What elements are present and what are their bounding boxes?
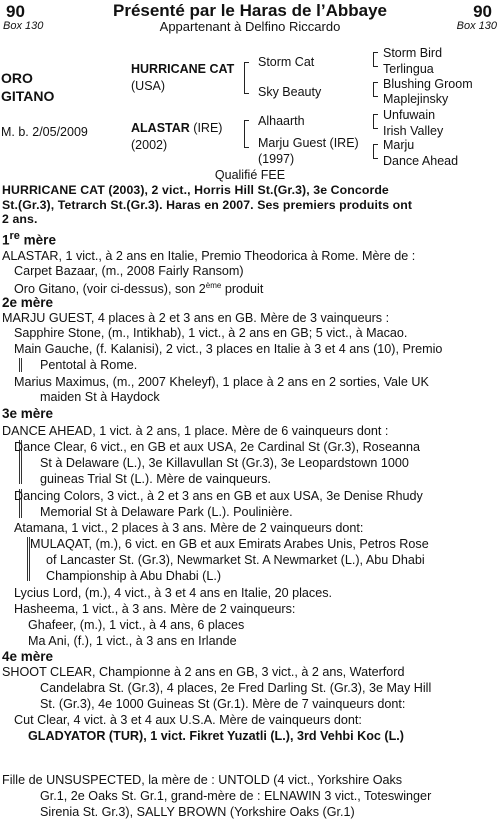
- dam-origin: (IRE): [193, 121, 223, 135]
- text-l13: guineas Trial St (L.). Mère de vainqueurs.: [40, 472, 271, 486]
- text-l9: maiden St à Haydock: [40, 390, 160, 404]
- dam-dam: Marju Guest (IRE): [258, 136, 359, 150]
- text-l28: GLADYATOR (TUR), 1 vict. Fikret Yuzatli (L.), 3rd Vehbi Koc (L.): [28, 729, 404, 743]
- sire-sire: Storm Cat: [258, 55, 315, 69]
- sire-summary-line3: 2 ans.: [2, 212, 38, 227]
- text-l10: DANCE AHEAD, 1 vict. à 2 ans, 1 place. Mère de 6 vainqueurs dont :: [2, 424, 389, 438]
- sire-name: HURRICANE CAT: [131, 62, 235, 76]
- text-l27: Cut Clear, 4 vict. à 3 et 4 aux U.S.A. Mère de vainqueurs dont:: [14, 713, 362, 727]
- text-l4: MARJU GUEST, 4 places à 2 et 3 ans en GB. Mère de 3 vainqueurs :: [2, 311, 390, 325]
- text-l6: Main Gauche, (f. Kalanisi), 2 vict., 3 places en Italie à 3 et 4 ans (10), Premio: [14, 342, 443, 356]
- text-l25: Candelabra St. (Gr.3), 4 places, 2e Fred Darling St. (Gr.3), 3e May Hill: [40, 681, 432, 695]
- horse-name: [1, 69, 54, 105]
- text-l26: St. (Gr.3), 4e 1000 Guineas St (Gr.1). Mère de 7 vainqueurs dont:: [40, 697, 406, 711]
- text-l19: Championship à Abu Dhabi (L.): [46, 569, 222, 583]
- text-l29: Fille de UNSUSPECTED, la mère de : UNTOLD (4 vict., Yorkshire Oaks: [2, 773, 403, 787]
- page-title: Présenté par le Haras de l’Abbaye: [112, 1, 388, 20]
- dam-name: ALASTAR: [131, 121, 190, 135]
- sire-summary-line1: HURRICANE CAT (2003), 2 vict., Horris Hill St.(Gr.3), 3e Concorde: [2, 183, 389, 197]
- first-dam-word: mère: [19, 232, 56, 248]
- text-l20: Lycius Lord, (m.), 4 vict., à 3 et 4 ans en Italie, 20 places.: [14, 586, 333, 600]
- ds-sire: Unfuwain: [383, 108, 436, 122]
- sd-sire: Blushing Groom: [383, 77, 473, 91]
- ds-dam: Irish Valley: [383, 124, 444, 138]
- text-l17: MULAQAT, (m.), 6 vict. en GB et aux Emirats Arabes Unis, Petros Rose: [30, 537, 429, 551]
- box-left: Box 130: [3, 20, 44, 32]
- ss-dam: Terlingua: [383, 62, 434, 76]
- text-l21: Hasheema, 1 vict., à 3 ans. Mère de 2 vainqueurs:: [14, 602, 296, 616]
- text-l18: of Lancaster St. (Gr.3), Newmarket St. A Newmarket (L.), Abu Dhabi: [46, 553, 425, 567]
- text-l22: Ghafeer, (m.), 1 vict., à 4 ans, 6 places: [28, 618, 245, 632]
- lot-number-right: 90: [473, 2, 492, 21]
- first-dam-num: 1: [2, 232, 10, 248]
- horse-name-line1: ORO: [1, 70, 33, 86]
- lot-number-left: 90: [6, 2, 25, 21]
- text-l12: St à Delaware (L.), 3e Killavullan St (Gr.3), 3e Leopardstown 1000: [40, 456, 409, 470]
- text-l2: Carpet Bazaar, (m., 2008 Fairly Ransom): [14, 264, 244, 278]
- bracket-sire: [244, 62, 249, 94]
- bracket-dam: [244, 120, 249, 148]
- text-l31: Sirenia St. Gr.3), SALLY BROWN (Yorkshire Oaks (Gr.1): [40, 805, 355, 819]
- text-l3sup: ème: [205, 281, 222, 290]
- text-l11: Dance Clear, 6 vict., en GB et aux USA, 2e Cardinal St (Gr.3), Roseanna: [14, 440, 420, 454]
- text-l24: SHOOT CLEAR, Championne à 2 ans en GB, 3 vict., à 2 ans, Waterford: [2, 665, 405, 679]
- box-right: Box 130: [456, 20, 497, 32]
- sd-dam: Maplejinsky: [383, 92, 449, 106]
- text-l8: Marius Maximus, (m., 2007 Kheleyf), 1 place à 2 ans en 2 sorties, Vale UK: [14, 375, 429, 389]
- owner: Appartenant à Delfino Riccardo: [159, 19, 341, 34]
- sire-summary: [0, 183, 500, 227]
- dam-dam-year: (1997): [258, 152, 295, 166]
- section-first-dam: [2, 230, 56, 248]
- text-l14: Dancing Colors, 3 vict., à 2 et 3 ans en GB et aux USA, 3e Denise Rhudy: [14, 489, 423, 503]
- text-l16: Atamana, 1 vict., 2 places à 3 ans. Mère de 2 vainqueurs dont:: [14, 521, 364, 535]
- horse-name-line2: GITANO: [1, 88, 55, 104]
- bracket-sd: [373, 82, 378, 97]
- sire-origin: (USA): [131, 79, 166, 93]
- bracket-ss: [373, 52, 378, 67]
- first-dam-sup: re: [9, 230, 20, 242]
- text-l7: Pentotal à Rome.: [40, 358, 138, 372]
- sire-summary-line2: St.(Gr.3), Tetrarch St.(Gr.3). Haras en 2007. Ses premiers produits ont: [2, 197, 413, 212]
- qualifie: Qualifié FEE: [214, 168, 286, 182]
- dam-line: [131, 121, 222, 135]
- section-fourth-dam: 4e mère: [2, 649, 54, 664]
- dam-sire: Alhaarth: [258, 114, 305, 128]
- sire-dam: Sky Beauty: [258, 85, 322, 99]
- dam-year: (2002): [131, 138, 168, 152]
- text-l3: [0, 279, 500, 297]
- bracket-dd: [373, 144, 378, 159]
- text-l1: ALASTAR, 1 vict., à 2 ans en Italie, Premio Theodorica à Rome. Mère de :: [2, 249, 416, 263]
- ss-sire: Storm Bird: [383, 46, 443, 60]
- text-l3a: Oro Gitano, (voir ci-dessus), son 2: [14, 282, 206, 297]
- text-l23: Ma Ani, (f.), 1 vict., à 3 ans en Irlande: [28, 634, 237, 648]
- text-l30: Gr.1, 2e Oaks St. Gr.1, grand-mère de : ELNAWIN 3 vict., Toteswinger: [40, 789, 432, 803]
- section-second-dam: 2e mère: [2, 295, 54, 310]
- dd-sire: Marju: [383, 138, 415, 152]
- section-third-dam: 3e mère: [2, 406, 54, 421]
- text-l5: Sapphire Stone, (m., Intikhab), 1 vict., à 2 ans en GB; 5 vict., à Macao.: [14, 326, 408, 340]
- dd-dam: Dance Ahead: [383, 154, 459, 168]
- horse-details: M. b. 2/05/2009: [1, 125, 88, 139]
- text-l3b: produit: [221, 282, 264, 297]
- bracket-ds: [373, 114, 378, 129]
- text-l15: Memorial St à Delaware Park (L.). Poulinière.: [40, 505, 293, 519]
